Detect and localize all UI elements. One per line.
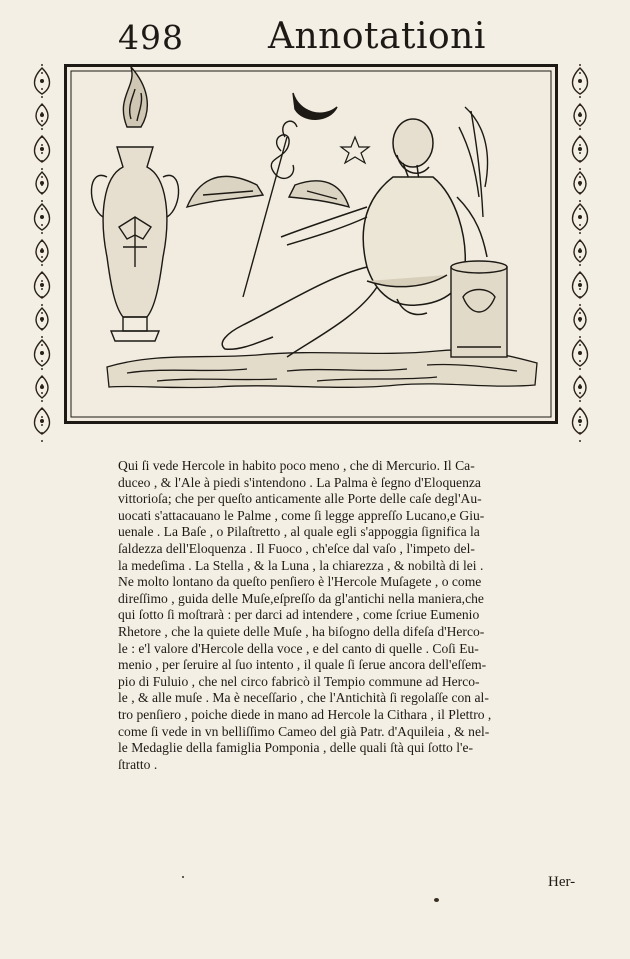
text-line: come ſi vede in vn belliſſimo Cameo del già Patr. d'Aquileia , & nel-: [118, 723, 490, 739]
text-line: uenale . La Baſe , o Pilaſtretto , al quale egli s'appoggia ſignifica la: [118, 524, 480, 540]
text-line: le : e'l valore d'Hercole della voce , e del canto di quelle . Coſi Eu-: [118, 640, 479, 656]
text-line: menio , per ſeruire al ſuo intento , il quale ſi ſerue ancora dell'eſſem-: [118, 657, 487, 673]
text-line: duceo , & l'Ale à piedi s'intendono . La Palma è ſegno d'Eloquenza: [118, 474, 481, 490]
text-line: le , & alle muſe . Ma è neceſſario , che l'Antichità ſi regolaſſe con al-: [118, 690, 489, 706]
text-line: Rhetore , che la quiete delle Muſe , ha biſogno della difeſa d'Herco-: [118, 623, 485, 639]
hercules-woodcut: [67, 67, 555, 421]
text-line: tro penſiero , poiche diede in mano ad Hercole la Cithara , il Plettro ,: [118, 706, 492, 722]
woodcut-illustration: [64, 64, 558, 424]
text-line: Qui ſi vede Hercole in habito poco meno , che di Mercurio. Il Ca-: [118, 458, 475, 473]
paper-speck: [182, 876, 184, 878]
text-line: qui ſotto ſi moſtrarà : per darci ad intendere , come ſcriue Eumenio: [118, 607, 480, 623]
crescent-moon-icon: [293, 93, 337, 119]
reclining-hercules-figure: [222, 119, 487, 357]
annotation-text: [118, 458, 598, 773]
text-line: la medeſima . La Stella , & la Luna , la chiarezza , & nobiltà di lei .: [118, 557, 484, 573]
pedestal-icon: [451, 261, 507, 357]
text-line: direſſimo , guida delle Muſe,eſpreſſo da gl'antichi nella maniera,che: [118, 590, 484, 606]
caduceus-icon: [187, 121, 349, 297]
text-line: vittorioſa; che per queſto anticamente alle Porte delle caſe degl'Au-: [118, 491, 482, 507]
text-line: pio di Fuluio , che nel circo fabricò il Tempio commune ad Herco-: [118, 673, 480, 689]
text-line: ſaldezza dell'Eloquenza . Il Fuoco , ch'eſce dal vaſo , l'impeto del-: [118, 540, 475, 556]
paper-speck: [434, 898, 439, 902]
catchword: Her-: [548, 874, 576, 890]
page-header: [118, 14, 518, 60]
page-number: 498: [118, 18, 184, 57]
palm-frond-icon: [459, 107, 488, 217]
text-line: ſtratto .: [118, 756, 158, 772]
text-line: le Medaglie della famiglia Pomponia , delle quali ſtà qui ſotto l'e-: [118, 740, 474, 756]
left-floral-border: [28, 64, 56, 444]
running-head: Annotationi: [268, 16, 486, 57]
star-icon: [341, 137, 369, 163]
flaming-vase-icon: [91, 67, 178, 341]
text-line: uocati s'attacauano le Palme , come ſi legge appreſſo Lucano,e Giu-: [118, 507, 485, 523]
right-floral-border: [566, 64, 594, 444]
text-line: Ne molto lontano da queſto penſiero è l'Hercole Muſagete , o come: [118, 574, 482, 590]
